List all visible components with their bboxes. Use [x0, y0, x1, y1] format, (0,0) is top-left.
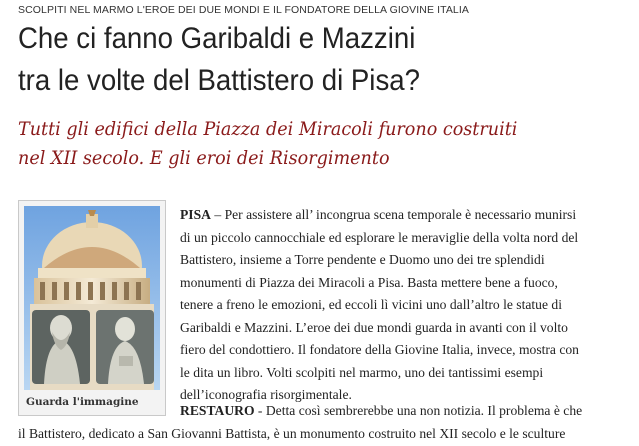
paragraph-line: il Battistero, dedicato a San Giovanni Battista, è un monumento costruito nel XII secolo e le sculture: [18, 426, 566, 441]
dateline: PISA: [180, 207, 211, 222]
paragraph-line: le dita un libro. Volti scolpiti nel marmo, uno dei tantissimi esempi: [180, 364, 544, 380]
article-subtitle: [18, 115, 602, 173]
paragraph-line: [180, 204, 632, 227]
paragraph-line: fiero del condottiero. Il fondatore della Giovine Italia, invece, mostra con: [180, 342, 579, 357]
paragraph-line: Garibaldi e Mazzini. L’eroe dei due mondi guarda in avanti con il volto: [180, 319, 568, 335]
subtitle-line-2: nel XII secolo. E gli eroi dei Risorgimento: [18, 148, 390, 169]
article-kicker: SCOLPITI NEL MARMO L'EROE DEI DUE MONDI E IL FONDATORE DELLA GIOVINE ITALIA: [18, 4, 469, 16]
baptistery-statues-photo[interactable]: [24, 206, 160, 390]
title-line-2: tra le volte del Battistero di Pisa?: [18, 64, 420, 97]
section-lead-restauro: RESTAURO: [180, 403, 255, 418]
title-line-1: Che ci fanno Garibaldi e Mazzini: [18, 22, 416, 55]
gallery-caption-link[interactable]: Guarda l'immagine: [26, 396, 139, 408]
baptistery-illustration: [24, 206, 160, 390]
article-body: [180, 204, 632, 407]
paragraph-line: tenere a freno le emozioni, ed eccoli lì vicini uno dall’altro le statue di: [180, 297, 562, 312]
paragraph-line: dell’iconografia risorgimentale.: [180, 387, 352, 402]
article-title[interactable]: [18, 18, 584, 102]
photo-gallery-box[interactable]: [18, 200, 166, 416]
paragraph-line: Battistero, insieme a Torre pendente e Duomo uno dei tre splendidi: [180, 252, 545, 267]
paragraph-restauro-start: [180, 400, 632, 423]
subtitle-line-1: Tutti gli edifici della Piazza dei Miracoli furono costruiti: [18, 119, 518, 140]
paragraph-text: – Per assistere all’ incongrua scena temporale è necessario munirsi: [210, 207, 577, 222]
paragraph-line: di un piccolo cannocchiale ed esplorare le meraviglie della volta nord del: [180, 229, 579, 245]
paragraph-text: - Detta così sembrerebbe una non notizia. Il problema è che: [254, 403, 583, 418]
paragraph-line: monumenti di Piazza dei Miracoli a Pisa. Basta mettere bene a fuoco,: [180, 274, 558, 290]
